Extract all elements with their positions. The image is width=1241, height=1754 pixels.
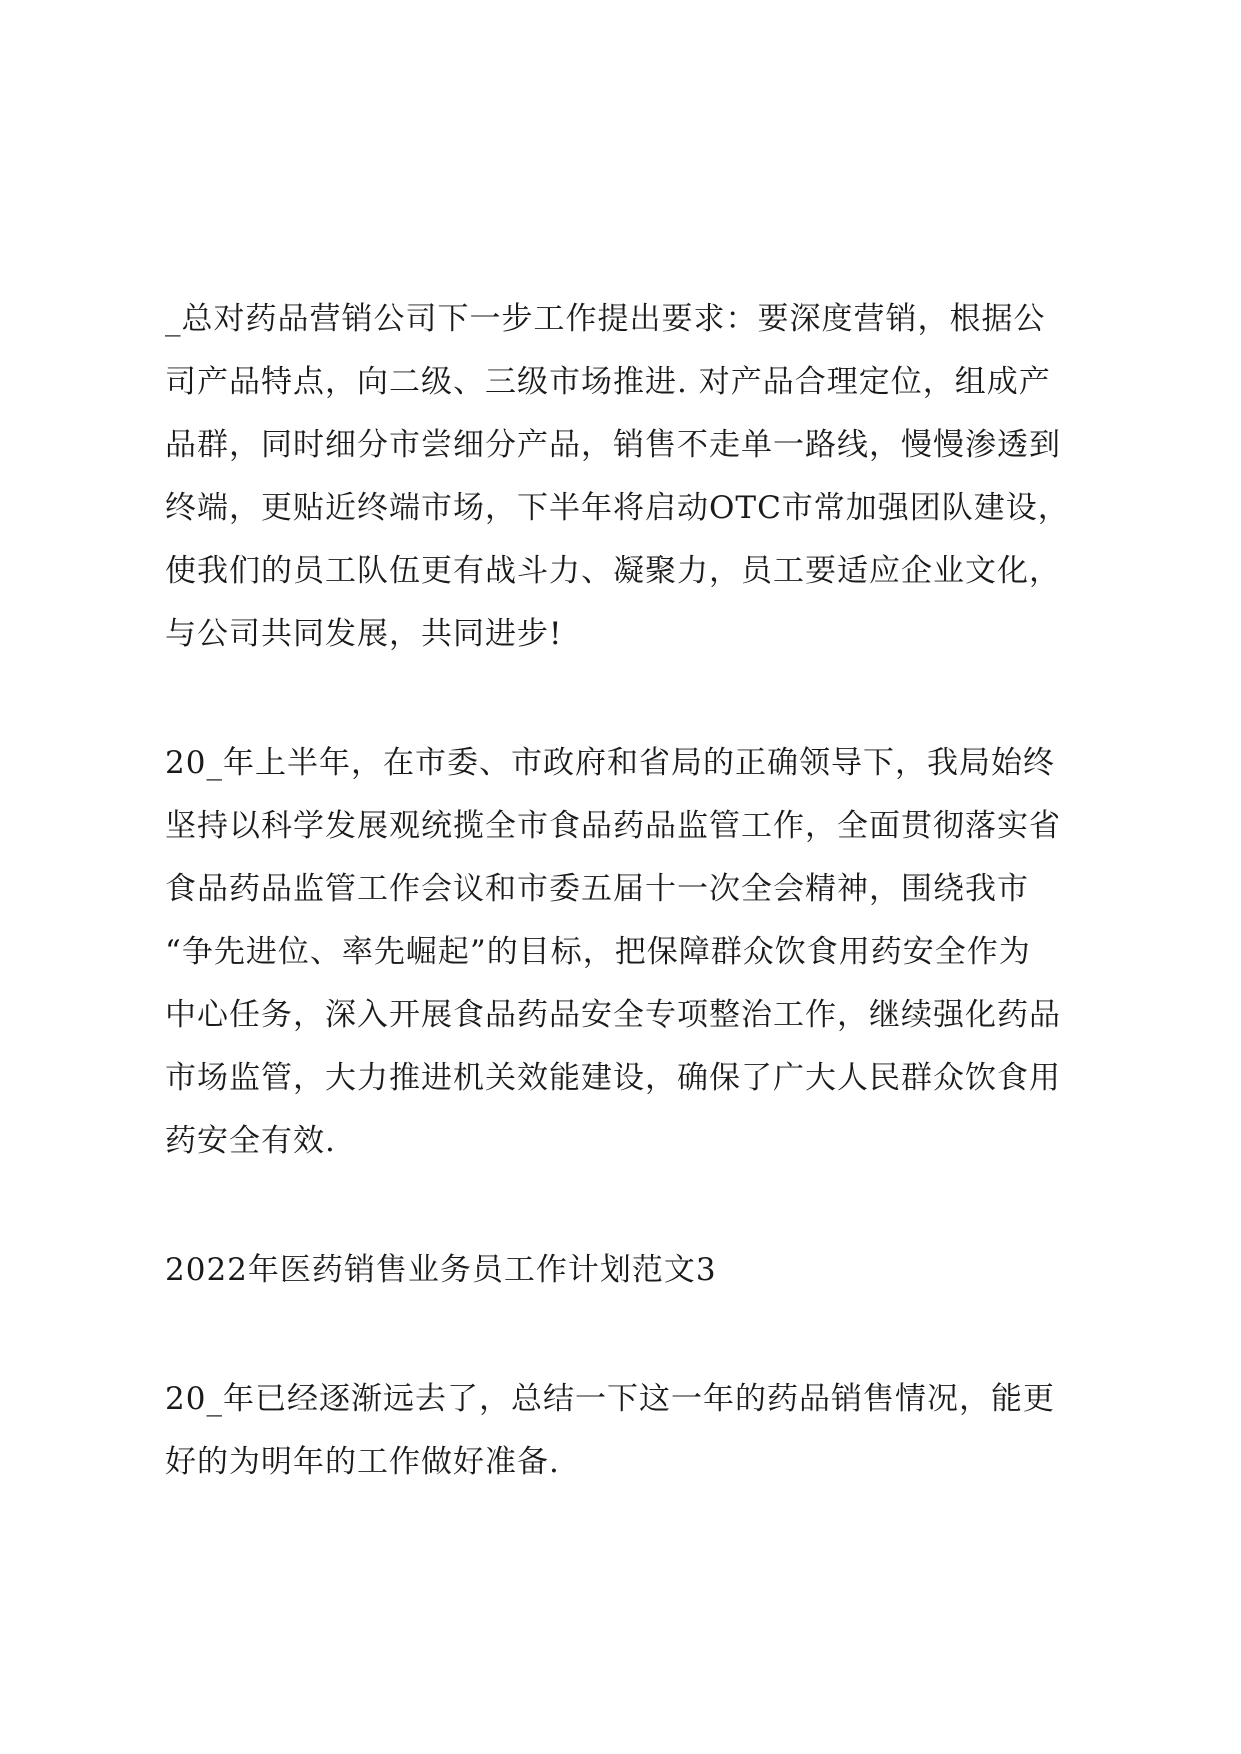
text-line: 药安全有效. bbox=[165, 1123, 336, 1159]
text-line: 坚持以科学发展观统揽全市食品药品监管工作，全面贯彻落实省 bbox=[165, 808, 1061, 844]
text-line: 与公司共同发展，共同进步! bbox=[165, 616, 563, 652]
paragraph-year-summary bbox=[165, 1368, 1090, 1494]
text-line: _总对药品营销公司下一步工作提出要求：要深度营销，根据公 bbox=[165, 301, 1046, 337]
paragraph-sales-requirements bbox=[165, 288, 1090, 666]
text-line: 使我们的员工队伍更有战斗力、凝聚力，员工要适应企业文化， bbox=[165, 553, 1061, 589]
text-line: 20_年上半年，在市委、市政府和省局的正确领导下，我局始终 bbox=[165, 745, 1055, 781]
paragraph-regulatory-work bbox=[165, 732, 1090, 1173]
section-heading: 2022年医药销售业务员工作计划范文3 bbox=[165, 1252, 717, 1288]
text-line: 市场监管，大力推进机关效能建设，确保了广大人民群众饮食用 bbox=[165, 1060, 1061, 1096]
text-line: 20_年已经逐渐远去了，总结一下这一年的药品销售情况，能更 bbox=[165, 1381, 1055, 1417]
text-line: 中心任务，深入开展食品药品安全专项整治工作，继续强化药品 bbox=[165, 997, 1061, 1033]
text-line: 终端，更贴近终端市场，下半年将启动OTC市常加强团队建设， bbox=[165, 490, 1070, 526]
text-line: 好的为明年的工作做好准备. bbox=[165, 1444, 560, 1480]
text-line: “争先进位、率先崛起”的目标，把保障群众饮食用药安全作为 bbox=[165, 934, 1031, 970]
text-line: 司产品特点，向二级、三级市场推进. 对产品合理定位，组成产 bbox=[165, 364, 1051, 400]
text-line: 品群，同时细分市尝细分产品，销售不走单一路线，慢慢渗透到 bbox=[165, 427, 1061, 463]
document-body bbox=[165, 288, 1090, 1560]
text-line: 食品药品监管工作会议和市委五届十一次全会精神，围绕我市 bbox=[165, 871, 1029, 907]
